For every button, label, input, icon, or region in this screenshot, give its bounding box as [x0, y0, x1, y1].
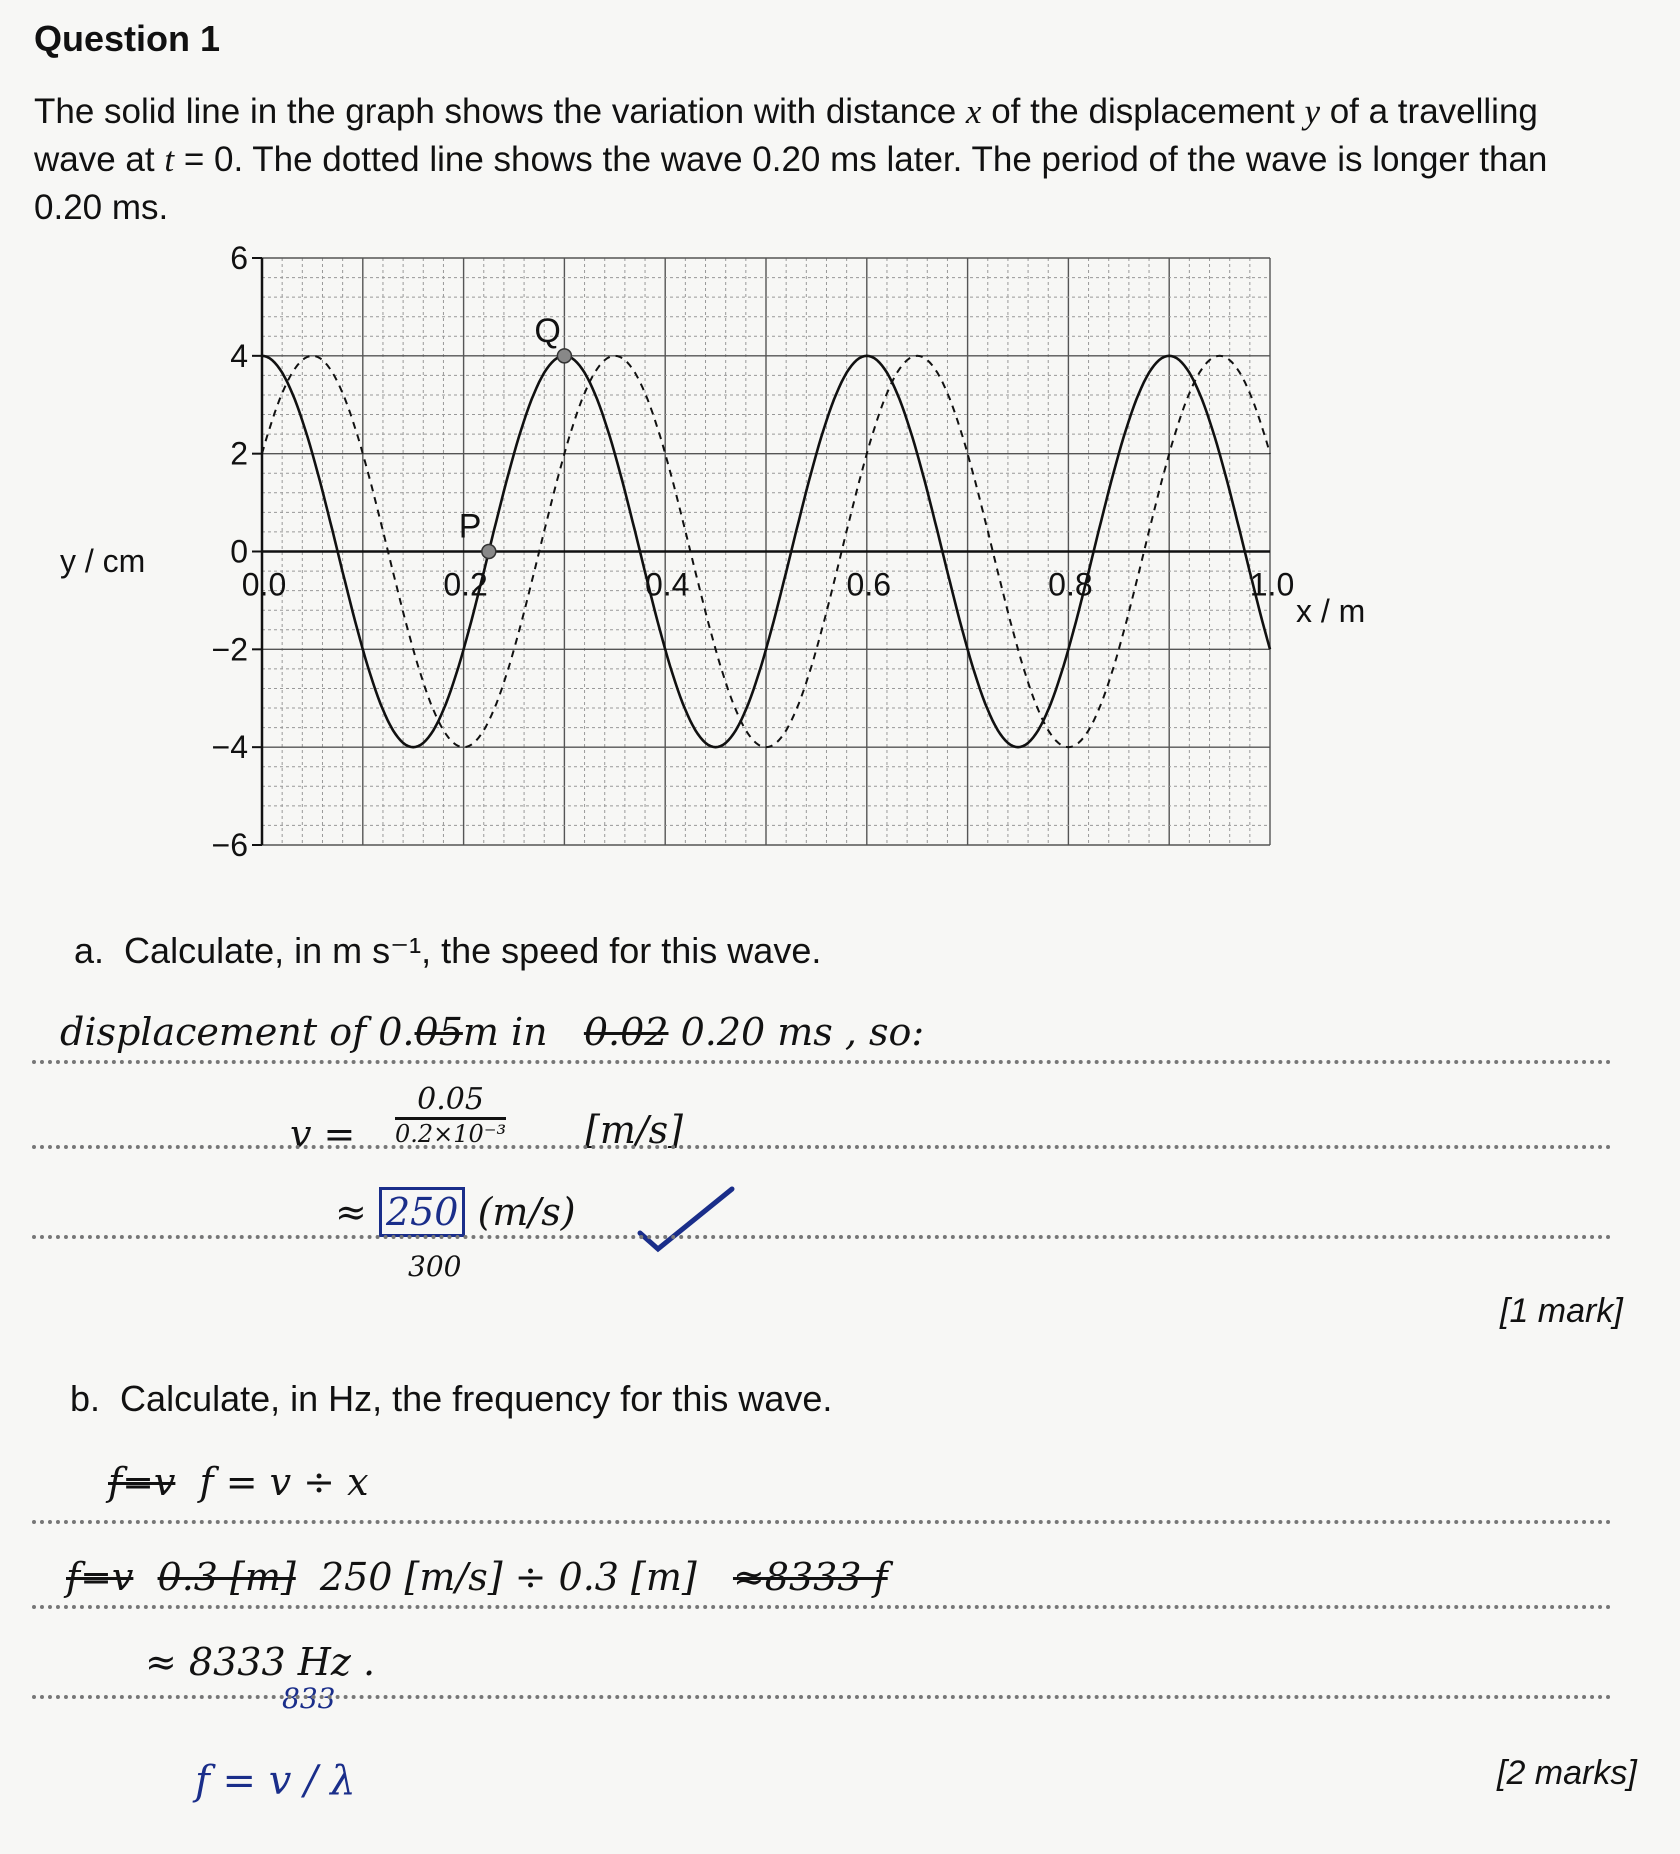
part-a-correction: 300: [408, 1250, 462, 1283]
y-tick-label: 4: [230, 337, 248, 374]
part-a-marks: [1 mark]: [1500, 1292, 1623, 1330]
tick-mark-icon: [636, 1185, 736, 1255]
wave-graph: [0, 240, 1680, 880]
part-a-fraction: 0.05 0.2×10⁻³: [395, 1082, 507, 1148]
part-a-answer: ≈ 250 (m/s): [335, 1190, 576, 1234]
point-p: [482, 545, 496, 559]
answer-line: [32, 1235, 1612, 1239]
part-b-working-line1: f=v f = v ÷ x: [108, 1460, 369, 1504]
part-a-v-equals: v =: [290, 1112, 356, 1156]
part-a-working-line1: displacement of 0.05m in 0.02 0.20 ms , so:: [60, 1010, 925, 1054]
answer-line: [32, 1695, 1612, 1699]
question-stem: The solid line in the graph shows the variation with distance x of the displacement y of a travelling wave at t = 0. The dotted line shows the wave 0.20 ms later. The period of the wave is longer than 0.20 ms.: [34, 92, 1548, 227]
y-axis-label: y / cm: [60, 543, 146, 579]
point-label-q: Q: [534, 311, 561, 350]
answer-line: [32, 1145, 1612, 1149]
point-label-p: P: [458, 507, 482, 546]
x-tick-label: 1.0: [1249, 566, 1295, 603]
x-axis-label: x / m: [1296, 593, 1366, 629]
answer-line: [32, 1520, 1612, 1524]
part-a-unit: [m/s]: [585, 1108, 683, 1152]
answer-line: [32, 1060, 1612, 1064]
x-tick-label: 0.0: [241, 566, 287, 603]
part-a-prompt: a. Calculate, in m s⁻¹, the speed for this wave.: [74, 930, 822, 971]
part-b-prompt: b. Calculate, in Hz, the frequency for this wave.: [70, 1378, 833, 1419]
x-tick-label: 0.4: [644, 566, 690, 603]
y-tick-label: −4: [211, 729, 248, 766]
x-tick-label: 0.2: [443, 566, 488, 603]
y-tick-label: 2: [230, 435, 248, 472]
y-tick-label: 0: [230, 533, 248, 570]
y-tick-label: −6: [211, 827, 248, 863]
question-title: Question 1: [34, 18, 221, 59]
point-q: [557, 349, 571, 363]
part-b-working-line2: f=v 0.3 [m] 250 [m/s] ÷ 0.3 [m] ≈8333 f: [66, 1555, 888, 1599]
x-tick-label: 0.8: [1048, 566, 1093, 603]
part-b-answer: ≈ 8333 Hz .: [145, 1640, 376, 1684]
part-b-marks: [2 marks]: [1497, 1754, 1637, 1792]
part-b-formula-note: f = v / λ: [195, 1758, 356, 1804]
answer-line: [32, 1605, 1612, 1609]
x-tick-label: 0.6: [846, 566, 892, 603]
y-tick-label: −2: [211, 631, 248, 668]
y-tick-label: 6: [230, 240, 248, 276]
graph-points: [459, 312, 572, 559]
part-b-correction: 833: [282, 1682, 336, 1715]
